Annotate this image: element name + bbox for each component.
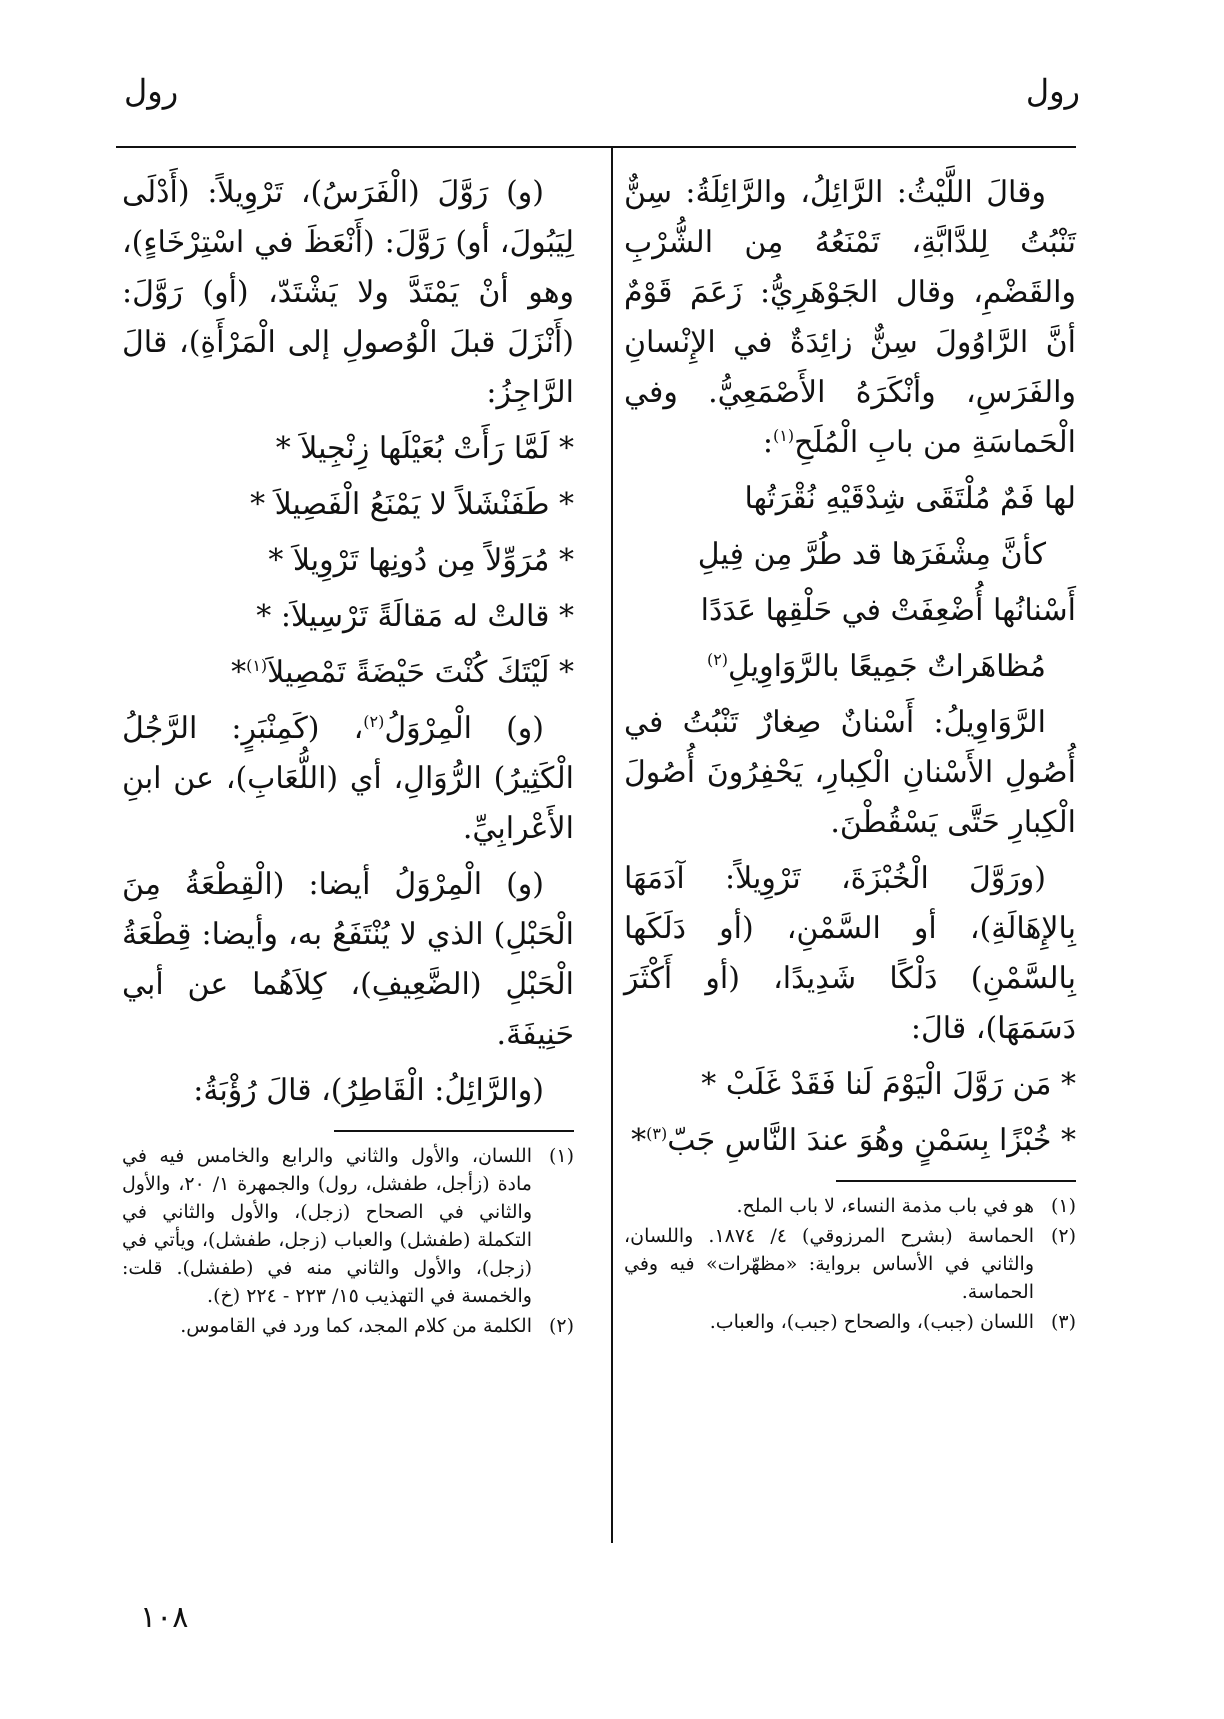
- footnote-text: اللسان (جبب)، والصحاح (جبب)، والعباب.: [709, 1311, 1034, 1333]
- footnote-text: الكلمة من كلام المجد، كما ورد في القاموس.: [180, 1315, 532, 1337]
- paragraph: [122, 704, 574, 854]
- footnote-ref: (٢): [706, 650, 729, 669]
- verse-line: كأنَّ مِشْفَرَها قد طُرَّ مِن فِيلِ: [697, 537, 1046, 572]
- right-column: [624, 168, 1076, 1338]
- left-column: [122, 168, 574, 1342]
- verse-text: * خُبْزًا بِسَمْنٍ وهُوَ عندَ النَّاسِ جَبّ: [667, 1123, 1076, 1158]
- paragraph: (و) الْمِرْوَلُ أيضا: (الْقِطْعَةُ مِنَ الْحَبْلِ) الذي لا يُنْتَفَعُ به، وأيضا: قِطْعَةُ الْحَبْلِ (الضَّعِيفِ)، كِلاَهُما عن أبي حَنِيفَةَ.: [122, 867, 574, 1052]
- footnote-number: (٣): [1050, 1311, 1076, 1333]
- paragraph: [624, 168, 1076, 468]
- footnote-rule: [836, 1180, 1076, 1182]
- footnotes: [624, 1192, 1076, 1336]
- verse-tail: *: [231, 655, 247, 690]
- paragraph-text: (و) الْمِرْوَلُ: [384, 711, 544, 746]
- footnote: [624, 1222, 1076, 1306]
- footnote-number: (٢): [1050, 1225, 1076, 1247]
- verse-text: * لَيْتَكَ كُنْتَ حَيْضَةً تَمْصِيلاَ: [267, 655, 574, 690]
- column-divider: [611, 148, 613, 1543]
- header-word-right: رول: [1025, 72, 1080, 110]
- footnote-ref: (٢): [363, 712, 385, 731]
- footnote-ref: (١): [772, 426, 795, 445]
- verse-line: لها فَمٌ مُلْتَقَى شِدْقَيْهِ نُقْرَتُها: [744, 481, 1076, 516]
- verse-line: * قالتْ له مَقالَةً تَرْسِيلاَ: *: [256, 599, 574, 634]
- footnote-text: اللسان، والأول والثاني والرابع والخامس فيه في مادة (زأجل، طفشل، رول) والجمهرة ١/ ٢٠، والأول والثاني في الصحاح (زجل)، والأول والثاني في التكملة (طفشل) والعباب (زجل، طفشل)، ويأتي في (زجل)، والأول والثاني منه في (طفشل). قلت: والخمسة في التهذيب ١٥/ ٢٢٣ - ٢٢٤ (خ).: [122, 1145, 532, 1307]
- footnote-number: (١): [1050, 1195, 1076, 1217]
- footnote-ref: (١): [246, 656, 268, 675]
- footnote-number: (١): [548, 1145, 574, 1167]
- header-rule: [116, 146, 1076, 148]
- verse-line: أَسْنانُها أُضْعِفَتْ في حَلْقِها عَدَدًا: [700, 593, 1076, 628]
- footnote: [624, 1308, 1076, 1336]
- footnotes: [122, 1142, 574, 1340]
- verse-line: [624, 1116, 1076, 1166]
- page-number: ١٠٨: [140, 1600, 189, 1635]
- paragraph-tail: :: [762, 425, 773, 460]
- paragraph: (ورَوَّلَ الْخُبْزَةَ، تَرْوِيلاً: آدَمَهَا بِالإِهَالَةِ)، أو السَّمْنِ، (أو دَلَكَها بِالسَّمْنِ) دَلْكًا شَدِيدًا، (أو أَكْثَرَ دَسَمَهَا)، قالَ:: [624, 861, 1076, 1046]
- verse-line: * مَن رَوَّلَ الْيَوْمَ لَنا فَقَدْ غَلَبْ *: [701, 1067, 1076, 1102]
- footnote: [624, 1192, 1076, 1220]
- footnote-number: (٢): [548, 1315, 574, 1337]
- header-word-left: رول: [124, 72, 179, 110]
- paragraph-text: وقالَ اللَّيْثُ: الرَّائِلُ، والرَّائِلَةُ: سِنٌّ تَنْبُتُ لِلدَّابَّةِ، تَمْنَعُهُ مِن الشُّرْبِ والقَضْمِ، وقال الجَوْهَرِيُّ: زَعَمَ قَوْمٌ أنَّ الرَّاوُولَ سِنٌّ زائِدَةٌ في الإِنْسانِ والفَرَسِ، وأنْكَرَهُ الأَصْمَعِيُّ. وفي الْحَماسَةِ من بابِ الْمُلَحِ: [624, 175, 1076, 460]
- paragraph-text: ، (كَمِنْبَرٍ: الرَّجُلُ الْكَثِيرُ) الرُّوَالِ، أي (اللُّعَابِ)، عن ابنِ الأَعْرابِيِّ.: [122, 711, 574, 846]
- footnote-text: هو في باب مذمة النساء، لا باب الملح.: [736, 1195, 1034, 1217]
- paragraph: (و) رَوَّلَ (الْفَرَسُ)، تَرْوِيلاً: (أَدْلَى لِيَبُولَ، أو) رَوَّلَ: (أَنْعَظَ في اسْتِرْخَاءٍ)، وهو أنْ يَمْتَدَّ ولا يَشْتَدّ، (أو) رَوَّلَ: (أَنْزَلَ قبلَ الْوُصولِ إلى الْمَرْأَةِ)، قالَ الرَّاجِزُ:: [122, 175, 574, 410]
- footnote-rule: [334, 1130, 574, 1132]
- paragraph: (والرَّائِلُ: الْقَاطِرُ)، قالَ رُؤْبَةُ:: [193, 1073, 544, 1108]
- footnote: [122, 1142, 574, 1310]
- footnote-ref: (٣): [646, 1124, 668, 1143]
- verse-line: * طَفَنْشَلاً لا يَمْنَعُ الْفَصِيلاَ *: [250, 487, 574, 522]
- verse-text: مُظاهَراتٌ جَمِيعًا بالرَّوَاوِيلِ: [728, 649, 1046, 684]
- footnote: [122, 1312, 574, 1340]
- paragraph: الرَّوَاوِيلُ: أَسْنانٌ صِغارٌ تَنْبُتُ في أُصُولِ الأَسْنانِ الْكِبارِ، يَحْفِرُونَ أُصُولَ الْكِبارِ حَتَّى يَسْقُطْنَ.: [624, 705, 1076, 840]
- verse-line: * لَمَّا رَأَتْ بُعَيْلَها زِنْجِيلاَ *: [275, 431, 574, 466]
- footnote-text: الحماسة (بشرح المرزوقي) ٤/ ١٨٧٤. واللسان، والثاني في الأساس برواية: «مظهّرات» فيه وفي الحماسة.: [624, 1225, 1034, 1303]
- verse-line: * مُرَوِّلاً مِن دُونِها تَرْوِيلاَ *: [268, 543, 574, 578]
- verse-line: [624, 642, 1076, 692]
- verse-tail: *: [631, 1123, 647, 1158]
- verse-line: [122, 648, 574, 698]
